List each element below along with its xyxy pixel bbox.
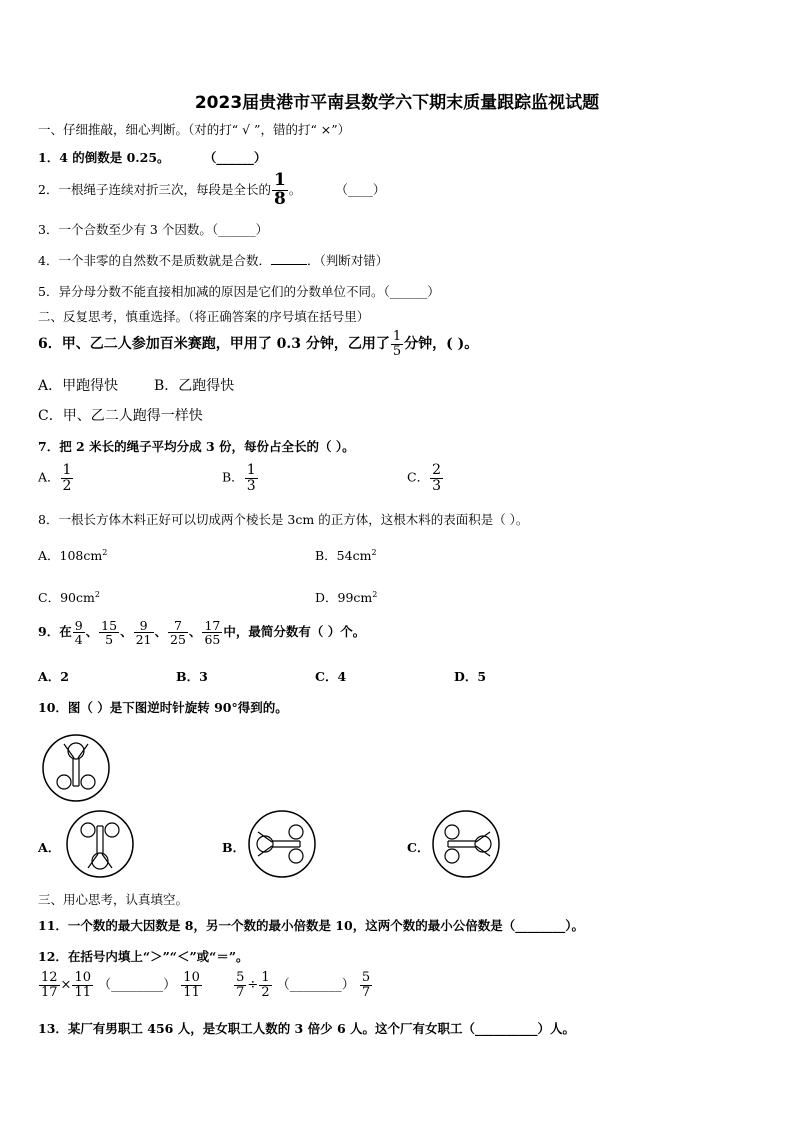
q10-option-b-label: B． [222, 840, 246, 855]
q9-option-c: C．4 [315, 669, 347, 684]
fraction: $\frac{10}{11}$ [183, 970, 200, 1000]
answer-paren: （______） [203, 150, 267, 165]
q6-option-a: A．甲跑得快 [38, 378, 119, 394]
rotation-option-b-figure [246, 808, 318, 880]
question-2-text: 2．一根绳子连续对折三次，每段是全长的 [38, 181, 271, 197]
rotation-option-c-figure [430, 808, 502, 880]
answer-paren: （________） [276, 977, 355, 993]
question-1-text: 1．4 的倒数是 0.25。 [38, 150, 170, 165]
q8-option-c: C．$90cm^2$ [38, 589, 100, 605]
fraction: $\frac{12}{17}$ [41, 970, 58, 1000]
answer-paren: （________） [98, 977, 177, 993]
q8-option-a: A．$108cm^2$ [38, 547, 108, 563]
rotation-original-figure [40, 732, 112, 804]
fraction: $\frac{1}{5}$ [392, 329, 402, 359]
section1-heading: 一、仔细推敲，细心判断。（对的打“ √ ”，错的打“ ×”） [38, 122, 351, 137]
q9-option-b: B．3 [176, 669, 208, 684]
q7-option-b: B． $\frac{1}{3}$ [222, 462, 256, 494]
fraction: $\frac{9}{4}$ [74, 618, 83, 648]
question-11: 11．一个数的最大因数是 8，另一个数的最小倍数是 10，这两个数的最小公倍数是（________）。 [38, 918, 584, 933]
fraction: $\frac{1}{3}$ [246, 462, 256, 494]
fraction: $\frac{1}{8}$ [273, 170, 286, 209]
fraction: $\frac{1}{2}$ [62, 462, 72, 494]
question-1 [38, 148, 266, 166]
q6-option-c: C．甲、乙二人跑得一样快 [38, 408, 203, 424]
rotation-option-a-figure [64, 808, 136, 880]
fraction: $\frac{5}{7}$ [236, 970, 245, 1000]
q6-option-b: B．乙跑得快 [154, 378, 235, 394]
fraction: $\frac{10}{11}$ [74, 970, 91, 1000]
q9-option-a: A．2 [38, 669, 69, 684]
question-4: 4．一个非零的自然数不是质数就是合数． ．（判断对错） [38, 253, 389, 268]
section2-heading: 二、反复思考，慎重选择。（将正确答案的序号填在括号里） [38, 309, 370, 324]
section3-heading: 三、用心思考，认真填空。 [38, 892, 189, 907]
question-2: 2．一根绳子连续对折三次，每段是全长的 $\frac{1}{8}$ 。 （____） [38, 170, 386, 209]
q8-option-b: B．$54cm^2$ [315, 547, 377, 563]
page-title: 2023届贵港市平南县数学六下期末质量跟踪监视试题 [194, 93, 600, 113]
fraction: $\frac{2}{3}$ [432, 462, 441, 494]
fraction: $\frac{9}{21}$ [135, 618, 152, 648]
question-12: 12．在括号内填上“＞”“＜”或“＝”。 [38, 949, 249, 964]
question-7: 7．把 2 米长的绳子平均分成 3 份，每份占全长的（ ）。 [38, 439, 355, 454]
question-5: 5．异分母分数不能直接相加减的原因是它们的分数单位不同。（______） [38, 284, 440, 299]
fraction: $\frac{17}{65}$ [204, 618, 221, 648]
question-13: 13．某厂有男职工 456 人，是女职工人数的 3 倍少 6 人。这个厂有女职工（__________）人。 [38, 1021, 575, 1036]
q7-option-c: C． $\frac{2}{3}$ [407, 462, 441, 494]
q10-option-c-label: C． [407, 840, 430, 855]
q7-option-a: A． $\frac{1}{2}$ [38, 462, 72, 494]
q8-option-d: D．$99cm^2$ [315, 589, 378, 605]
answer-paren: （____） [335, 181, 386, 197]
question-10: 10．图（ ）是下图逆时针旋转 90°得到的。 [38, 700, 288, 715]
question-8: 8．一根长方体木料正好可以切成两个棱长是 3cm 的正方体，这根木料的表面积是（ ）。 [38, 512, 529, 527]
q9-option-d: D．5 [454, 669, 487, 684]
question-3: 3．一个合数至少有 3 个因数。（______） [38, 222, 269, 237]
fraction: $\frac{1}{2}$ [261, 970, 270, 1000]
question-6: 6．甲、乙二人参加百米赛跑，甲用了 0.3 分钟，乙用了 $\frac{1}{5}$ 分钟，( )。 [38, 329, 479, 359]
q10-option-a-label: A． [38, 840, 61, 855]
fraction: $\frac{15}{5}$ [101, 618, 118, 648]
answer-blank [271, 253, 307, 265]
question-9: 9．在 $\frac{9}{4}$ 、 $\frac{15}{5}$ 、 $\frac{9}{21}$ 、 $\frac{7}{25}$ 、 $\frac{17}{65}$ 中，最简分数有（ ）个。 [38, 618, 366, 648]
fraction: $\frac{5}{7}$ [361, 970, 371, 1000]
q12-expressions: $\frac{12}{17}$ × $\frac{10}{11}$ （________） $\frac{10}{11}$ $\frac{5}{7}$ ÷ $\frac{1}{2}$ （________） $\frac{5}{7}$ [41, 970, 371, 1000]
fraction: $\frac{7}{25}$ [170, 618, 186, 648]
